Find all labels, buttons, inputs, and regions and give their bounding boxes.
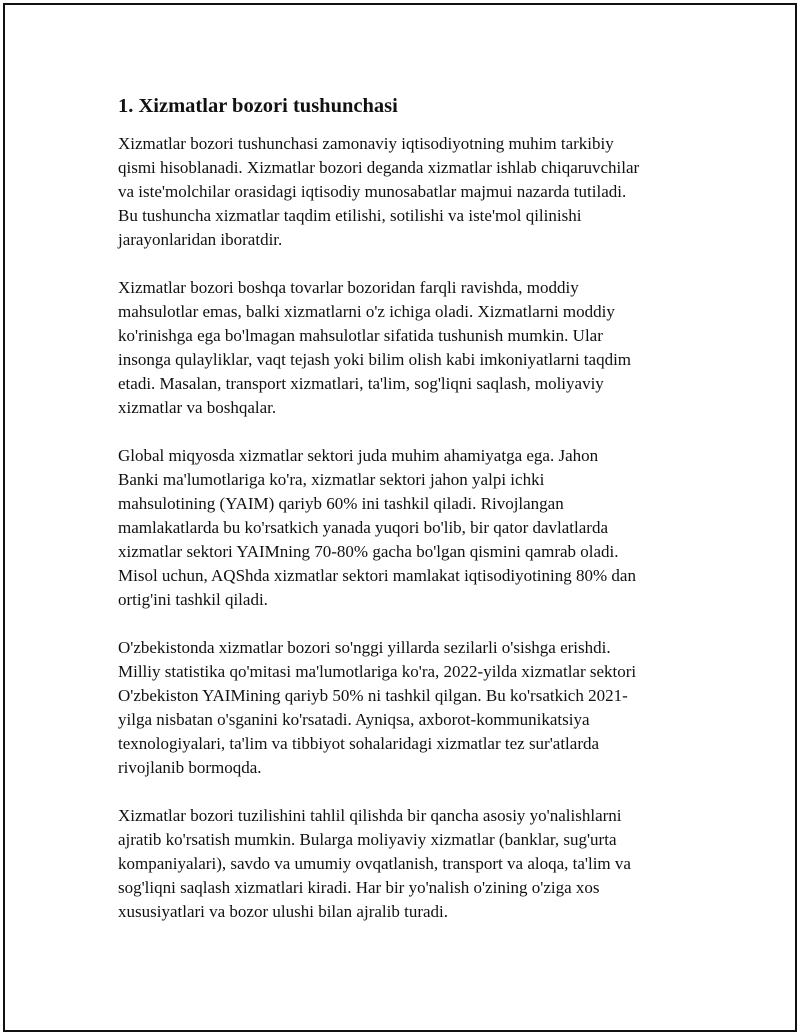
paragraph-1 xyxy=(118,132,698,252)
paragraph-line: mahsulotining (YAIM) qariyb 60% ini tashkil qiladi. Rivojlangan xyxy=(118,494,564,513)
paragraph-line: Misol uchun, AQShda xizmatlar sektori mamlakat iqtisodiyotining 80% dan xyxy=(118,566,636,585)
document-body xyxy=(118,92,698,948)
paragraph-line: Xizmatlar bozori tushunchasi zamonaviy iqtisodiyotning muhim tarkibiy xyxy=(118,134,614,153)
paragraph-line: Global miqyosda xizmatlar sektori juda muhim ahamiyatga ega. Jahon xyxy=(118,446,599,465)
paragraph-line: O'zbekistonda xizmatlar bozori so'nggi yillarda sezilarli o'sishga erishdi. xyxy=(118,638,611,657)
paragraph-line: insonga qulayliklar, vaqt tejash yoki bilim olish kabi imkoniyatlarni taqdim xyxy=(118,350,632,369)
paragraph-line: yilga nisbatan o'sganini ko'rsatadi. Ayniqsa, axborot-kommunikatsiya xyxy=(118,710,590,729)
paragraph-line: ortig'ini tashkil qiladi. xyxy=(118,590,268,609)
paragraph-line: ajratib ko'rsatish mumkin. Bularga moliyaviy xizmatlar (banklar, sug'urta xyxy=(118,830,617,849)
section-title: 1. Xizmatlar bozori tushunchasi xyxy=(118,95,398,117)
paragraph-line: Banki ma'lumotlariga ko'ra, xizmatlar sektori jahon yalpi ichki xyxy=(118,470,545,489)
paragraph-line: O'zbekiston YAIMining qariyb 50% ni tashkil qilgan. Bu ko'rsatkich 2021- xyxy=(118,686,628,705)
paragraph-3 xyxy=(118,444,698,612)
paragraph-line: Bu tushuncha xizmatlar taqdim etilishi, sotilishi va iste'mol qilinishi xyxy=(118,206,582,225)
paragraph-line: jarayonlaridan iboratdir. xyxy=(118,230,283,249)
paragraph-line: etadi. Masalan, transport xizmatlari, ta'lim, sog'liqni saqlash, moliyaviy xyxy=(118,374,604,393)
paragraph-line: mamlakatlarda bu ko'rsatkich yanada yuqori bo'lib, bir qator davlatlarda xyxy=(118,518,608,537)
paragraph-line: Milliy statistika qo'mitasi ma'lumotlariga ko'ra, 2022-yilda xizmatlar sektori xyxy=(118,662,637,681)
paragraph-line: xususiyatlari va bozor ulushi bilan ajralib turadi. xyxy=(118,902,449,921)
paragraph-5 xyxy=(118,804,698,924)
paragraph-line: Xizmatlar bozori tuzilishini tahlil qilishda bir qancha asosiy yo'nalishlarni xyxy=(118,806,622,825)
paragraph-line: sog'liqni saqlash xizmatlari kiradi. Har bir yo'nalish o'zining o'ziga xos xyxy=(118,878,600,897)
paragraph-line: Xizmatlar bozori boshqa tovarlar bozoridan farqli ravishda, moddiy xyxy=(118,278,579,297)
paragraph-line: kompaniyalari), savdo va umumiy ovqatlanish, transport va aloqa, ta'lim va xyxy=(118,854,631,873)
paragraph-line: mahsulotlar emas, balki xizmatlarni o'z ichiga oladi. Xizmatlarni moddiy xyxy=(118,302,615,321)
paragraph-line: ko'rinishga ega bo'lmagan mahsulotlar sifatida tushunish mumkin. Ular xyxy=(118,326,603,345)
paragraph-line: texnologiyalari, ta'lim va tibbiyot sohalaridagi xizmatlar tez sur'atlarda xyxy=(118,734,600,753)
paragraph-line: xizmatlar sektori YAIMning 70-80% gacha bo'lgan qismini qamrab oladi. xyxy=(118,542,619,561)
paragraph-2 xyxy=(118,276,698,420)
paragraph-4 xyxy=(118,636,698,780)
paragraph-line: rivojlanib bormoqda. xyxy=(118,758,262,777)
paragraph-line: va iste'molchilar orasidagi iqtisodiy munosabatlar majmui nazarda tutiladi. xyxy=(118,182,627,201)
paragraph-line: qismi hisoblanadi. Xizmatlar bozori deganda xizmatlar ishlab chiqaruvchilar xyxy=(118,158,640,177)
paragraph-line: xizmatlar va boshqalar. xyxy=(118,398,277,417)
